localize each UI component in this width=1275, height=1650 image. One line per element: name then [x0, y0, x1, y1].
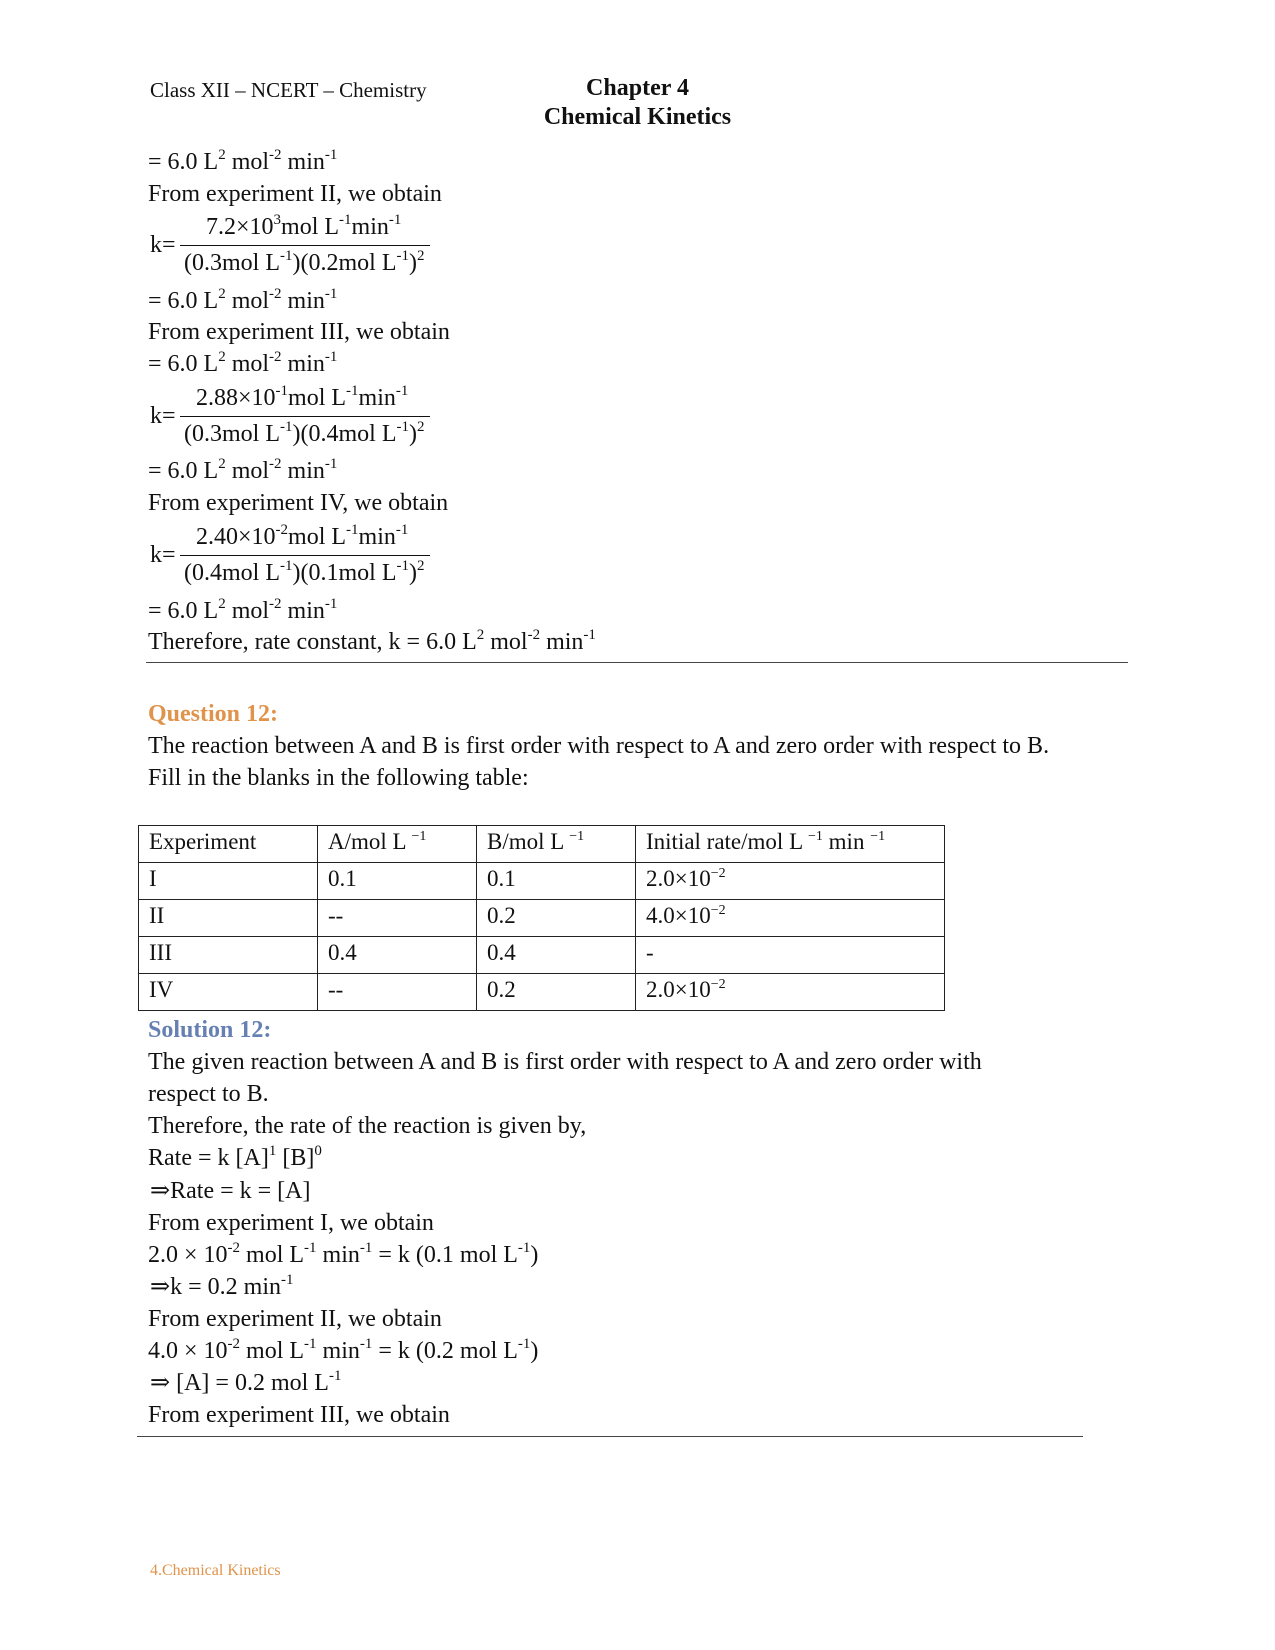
- rate-simplified-line: ⇒Rate = k = [A]: [150, 1178, 311, 1204]
- from-experiment-4-line: From experiment IV, we obtain: [148, 490, 449, 516]
- table-cell: III: [139, 937, 318, 974]
- table-row: [139, 937, 945, 974]
- table-cell: 0.4: [477, 937, 636, 974]
- table-header-cell: A/mol L $^{-1}$: [318, 826, 477, 863]
- question-title: Question 12:: [148, 701, 279, 727]
- solution-title: Solution 12:: [148, 1017, 272, 1043]
- table-header-cell: Initial rate/mol L $^{-1}$ min $^{-1}$: [636, 826, 945, 863]
- table-cell: IV: [139, 974, 318, 1011]
- chapter-number: Chapter 4: [586, 75, 689, 101]
- table-cell: $2.0\times 10^{-2}$: [636, 974, 945, 1011]
- table-cell: 0.1: [477, 863, 636, 900]
- fraction-bar: [180, 416, 430, 417]
- table-cell: II: [139, 900, 318, 937]
- fraction-numerator: $2.40\times 10^{-2}mol$ $L^{-1}\min^{-1}$: [196, 522, 409, 550]
- fraction-denominator: (0.4mol $L^{-1})(0.1mol$ $L^{-1})^2$: [184, 558, 425, 586]
- rate-constant-conclusion: Therefore, rate constant, k = 6.0 $L^2$ mol$^{-2}$ $\min^{-1}$: [148, 627, 596, 655]
- table-cell: 0.1: [318, 863, 477, 900]
- result-line-3b: = 6.0 $L^2$ mol$^{-2}$ $\min^{-1}$: [148, 456, 338, 484]
- table-cell: 0.2: [477, 900, 636, 937]
- solution-from-exp-1: From experiment I, we obtain: [148, 1210, 434, 1236]
- page-bottom-divider: [137, 1436, 1083, 1437]
- from-experiment-3-line: From experiment III, we obtain: [148, 319, 450, 345]
- table-row: [139, 863, 945, 900]
- concentration-a-line: ⇒ [A] = 0.2 mol $L^{-1}$: [150, 1368, 342, 1396]
- table-header-cell: B/mol L $^{-1}$: [477, 826, 636, 863]
- header-class-label: Class XII – NCERT – Chemistry: [150, 78, 427, 102]
- k-equals: k=: [150, 232, 176, 258]
- rate-law-line: Rate = k $[A]^1$ $[B]^0$: [148, 1143, 322, 1171]
- fraction-exp-3: [150, 385, 430, 455]
- table-cell: $4.0\times 10^{-2}$: [636, 900, 945, 937]
- rate-data-table: [138, 825, 945, 1011]
- fraction-exp-4: [150, 524, 430, 594]
- chapter-title: Chemical Kinetics: [543, 104, 732, 130]
- table-row: [139, 900, 945, 937]
- fraction-numerator: $2.88\times 10^{-1}mol$ $L^{-1}\min^{-1}$: [196, 383, 409, 411]
- table-cell: --: [318, 900, 477, 937]
- question-text-line-2: Fill in the blanks in the following table:: [148, 765, 529, 791]
- table-header-cell: Experiment: [139, 826, 318, 863]
- exp-1-equation: $2.0 \times 10^{-2}$ mol $L^{-1}$ $\min^{-1} = k$ (0.1 mol $L^{-1}$): [148, 1240, 539, 1268]
- section-divider: [146, 662, 1128, 663]
- table-cell: 0.4: [318, 937, 477, 974]
- solution-line-1: The given reaction between A and B is first order with respect to A and zero order with: [148, 1049, 982, 1075]
- fraction-exp-2: [150, 214, 430, 284]
- k-equals: k=: [150, 403, 176, 429]
- result-line-4: = 6.0 $L^2$ mol$^{-2}$ $\min^{-1}$: [148, 596, 338, 624]
- solution-line-2: respect to B.: [148, 1081, 269, 1107]
- from-experiment-2-line: From experiment II, we obtain: [148, 181, 442, 207]
- fraction-bar: [180, 245, 430, 246]
- table-cell: -: [636, 937, 945, 974]
- fraction-bar: [180, 555, 430, 556]
- exp-2-equation: $4.0 \times 10^{-2}$ mol $L^{-1}$ $\min^{-1} = k$ (0.2 mol $L^{-1}$): [148, 1336, 539, 1364]
- solution-line-3: Therefore, the rate of the reaction is given by,: [148, 1113, 587, 1139]
- result-line-3a: = 6.0 $L^2$ mol$^{-2}$ $\min^{-1}$: [148, 349, 338, 377]
- solution-from-exp-2: From experiment II, we obtain: [148, 1306, 442, 1332]
- fraction-numerator: $7.2\times 10^3mol$ $L^{-1}\min^{-1}$: [206, 212, 402, 240]
- table-cell: $2.0\times 10^{-2}$: [636, 863, 945, 900]
- page-footer: 4.Chemical Kinetics: [150, 1562, 281, 1579]
- table-cell: 0.2: [477, 974, 636, 1011]
- table-header-row: [139, 826, 945, 863]
- solution-from-exp-3: From experiment III, we obtain: [148, 1402, 450, 1428]
- table-row: [139, 974, 945, 1011]
- result-line-2: = 6.0 $L^2$ mol$^{-2}$ $\min^{-1}$: [148, 286, 338, 314]
- question-text-line-1: The reaction between A and B is first order with respect to A and zero order with respect to B.: [148, 733, 1050, 759]
- k-value-line: ⇒k = 0.2 $\min^{-1}$: [150, 1272, 294, 1300]
- result-line-1: = 6.0 $L^2$ mol$^{-2}$ $\min^{-1}$: [148, 147, 338, 175]
- chapter-heading: [0, 74, 1275, 132]
- k-equals: k=: [150, 542, 176, 568]
- table-cell: --: [318, 974, 477, 1011]
- table-cell: I: [139, 863, 318, 900]
- fraction-denominator: (0.3mol $L^{-1})(0.2mol$ $L^{-1})^2$: [184, 248, 425, 276]
- fraction-denominator: (0.3mol $L^{-1})(0.4mol$ $L^{-1})^2$: [184, 419, 425, 447]
